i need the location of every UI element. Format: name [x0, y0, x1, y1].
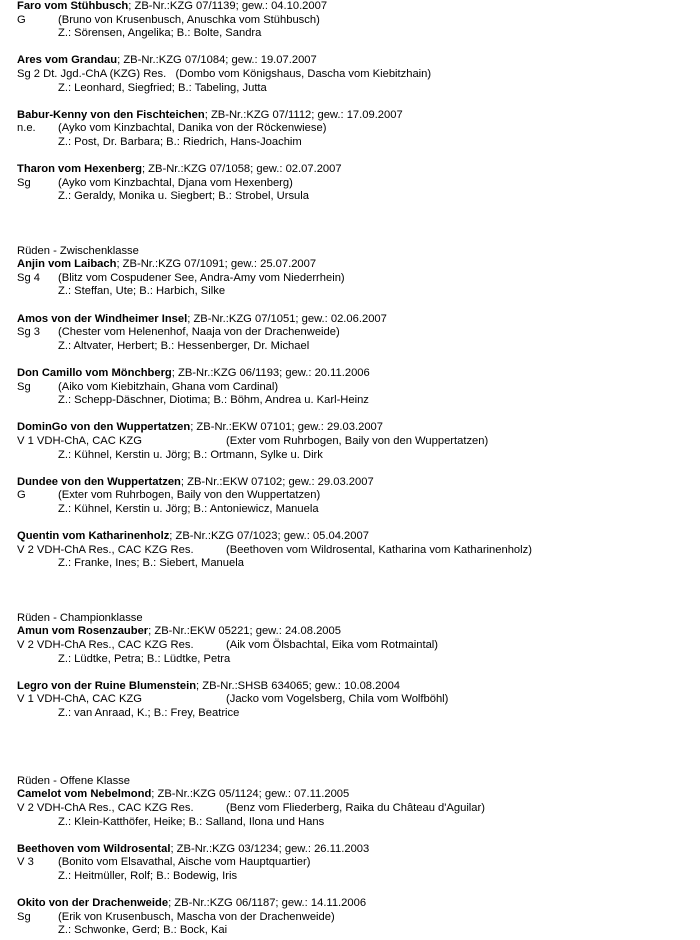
- parents: (Exter vom Ruhrbogen, Baily von den Wuppertatzen): [58, 489, 321, 502]
- parents: (Dombo vom Königshaus, Dascha vom Kiebitzhain): [175, 67, 432, 80]
- grade: Sg 2 Dt. Jgd.-ChA (KZG) Res.: [17, 67, 167, 80]
- parents: (Aiko vom Kiebitzhain, Ghana vom Cardinal): [58, 380, 279, 393]
- dog-name: Ares vom Grandau: [17, 54, 118, 67]
- section-championklasse: [17, 612, 697, 721]
- parents: (Bonito vom Elsavathal, Aische vom Hauptquartier): [58, 856, 311, 869]
- registration: ; ZB-Nr.:KZG 07/1112; gew.: 17.09.2007: [204, 108, 403, 121]
- section-offene-klasse: [17, 775, 697, 938]
- dog-entry: [17, 421, 697, 462]
- registration: ; ZB-Nr.:KZG 07/1139; gew.: 04.10.2007: [128, 0, 328, 12]
- grade: V 2 VDH-ChA Res., CAC KZG Res.: [17, 802, 194, 815]
- dog-name: Dundee von den Wuppertatzen: [17, 475, 181, 488]
- parents: (Blitz vom Cospudener See, Andra-Amy vom Niederrhein): [58, 271, 345, 284]
- breeder-owner: Z.: Franke, Ines; B.: Siebert, Manuela: [58, 557, 244, 570]
- registration: ; ZB-Nr.:KZG 07/1051; gew.: 02.06.2007: [187, 312, 387, 325]
- grade: Sg: [17, 380, 31, 393]
- breeder-owner: Z.: Steffan, Ute; B.: Harbich, Silke: [58, 285, 226, 298]
- parents: (Benz vom Fliederberg, Raika du Château d'Aguilar): [226, 802, 485, 815]
- section-zwischenklasse: [17, 245, 697, 571]
- grade: V 2 VDH-ChA Res., CAC KZG Res.: [17, 638, 194, 651]
- breeder-owner: Z.: Geraldy, Monika u. Siegbert; B.: Strobel, Ursula: [58, 190, 309, 203]
- dog-name: Okito von der Drachenweide: [17, 897, 169, 910]
- registration: ; ZB-Nr.:KZG 06/1193; gew.: 20.11.2006: [171, 367, 370, 380]
- registration: ; ZB-Nr.:EKW 07101; gew.: 29.03.2007: [190, 421, 383, 434]
- registration: ; ZB-Nr.:KZG 03/1234; gew.: 26.11.2003: [170, 842, 370, 855]
- dog-entry: [17, 0, 697, 41]
- grade: G: [17, 489, 26, 502]
- registration: ; ZB-Nr.:KZG 07/1023; gew.: 05.04.2007: [169, 530, 369, 543]
- grade: V 1 VDH-ChA, CAC KZG: [17, 693, 142, 706]
- breeder-owner: Z.: van Anraad, K.; B.: Frey, Beatrice: [58, 706, 240, 719]
- grade: V 1 VDH-ChA, CAC KZG: [17, 435, 142, 448]
- registration: ; ZB-Nr.:KZG 06/1187; gew.: 14.11.2006: [168, 897, 367, 910]
- section-heading: Rüden - Offene Klasse: [17, 774, 130, 787]
- breeder-owner: Z.: Schepp-Däschner, Diotima; B.: Böhm, Andrea u. Karl-Heinz: [58, 394, 369, 407]
- breeder-owner: Z.: Post, Dr. Barbara; B.: Riedrich, Hans-Joachim: [58, 135, 302, 148]
- parents: (Ayko vom Kinzbachtal, Danika von der Röckenwiese): [58, 122, 327, 135]
- dog-name: DominGo von den Wuppertatzen: [17, 421, 191, 434]
- dog-entry: [17, 109, 697, 150]
- grade: n.e.: [17, 122, 36, 135]
- section-heading: Rüden - Championklasse: [17, 611, 143, 624]
- dog-entry: [17, 54, 697, 95]
- dog-name: Anjin vom Laibach: [17, 258, 117, 271]
- dog-name: Quentin vom Katharinenholz: [17, 530, 170, 543]
- breeder-owner: Z.: Heitmüller, Rolf; B.: Bodewig, Iris: [58, 870, 238, 883]
- registration: ; ZB-Nr.:KZG 05/1124; gew.: 07.11.2005: [151, 788, 350, 801]
- grade: V 3: [17, 856, 34, 869]
- parents: (Aik vom Ölsbachtal, Eika vom Rotmaintal): [226, 638, 439, 651]
- breeder-owner: Z.: Sörensen, Angelika; B.: Bolte, Sandra: [58, 27, 262, 40]
- dog-entry: [17, 258, 697, 299]
- dog-entry: [17, 476, 697, 517]
- dog-name: Camelot vom Nebelmond: [17, 788, 152, 801]
- registration: ; ZB-Nr.:SHSB 634065; gew.: 10.08.2004: [196, 679, 401, 692]
- breeder-owner: Z.: Kühnel, Kerstin u. Jörg; B.: Ortmann, Sylke u. Dirk: [58, 448, 323, 461]
- dog-entry: [17, 897, 697, 938]
- parents: (Bruno von Krusenbusch, Anuschka vom Stühbusch): [58, 13, 320, 26]
- dog-name: Amos von der Windheimer Insel: [17, 312, 188, 325]
- registration: ; ZB-Nr.:EKW 07102; gew.: 29.03.2007: [180, 475, 374, 488]
- grade: Sg 3: [17, 326, 41, 339]
- dog-name: Amun vom Rosenzauber: [17, 625, 149, 638]
- dog-entry: [17, 163, 697, 204]
- parents: (Chester vom Helenenhof, Naaja von der Drachenweide): [58, 326, 340, 339]
- dog-entry: [17, 367, 697, 408]
- dog-entry: [17, 788, 697, 829]
- dog-name: Legro von der Ruine Blumenstein: [17, 679, 197, 692]
- dog-entry: [17, 530, 697, 571]
- breeder-owner: Z.: Schwonke, Gerd; B.: Bock, Kai: [58, 924, 228, 937]
- dog-name: Don Camillo vom Mönchberg: [17, 367, 172, 380]
- section-heading: Rüden - Zwischenklasse: [17, 244, 139, 257]
- registration: ; ZB-Nr.:KZG 07/1058; gew.: 02.07.2007: [141, 163, 342, 176]
- registration: ; ZB-Nr.:EKW 05221; gew.: 24.08.2005: [148, 625, 341, 638]
- parents: (Exter vom Ruhrbogen, Baily von den Wuppertatzen): [226, 435, 489, 448]
- grade: V 2 VDH-ChA Res., CAC KZG Res.: [17, 543, 194, 556]
- grade: Sg: [17, 910, 31, 923]
- breeder-owner: Z.: Kühnel, Kerstin u. Jörg; B.: Antoniewicz, Manuela: [58, 502, 319, 515]
- grade: G: [17, 13, 26, 26]
- entry-list: [17, 0, 697, 204]
- dog-name: Babur-Kenny von den Fischteichen: [17, 108, 205, 121]
- grade: Sg 4: [17, 271, 41, 284]
- document-page: [17, 0, 697, 938]
- dog-entry: [17, 680, 697, 721]
- breeder-owner: Z.: Klein-Katthöfer, Heike; B.: Salland, Ilona und Hans: [58, 815, 325, 828]
- dog-entry: [17, 313, 697, 354]
- parents: (Beethoven vom Wildrosental, Katharina vom Katharinenholz): [226, 543, 532, 556]
- dog-name: Beethoven vom Wildrosental: [17, 842, 171, 855]
- dog-entry: [17, 625, 697, 666]
- breeder-owner: Z.: Altvater, Herbert; B.: Hessenberger, Dr. Michael: [58, 339, 310, 352]
- registration: ; ZB-Nr.:KZG 07/1091; gew.: 25.07.2007: [116, 258, 317, 271]
- parents: (Erik von Krusenbusch, Mascha von der Drachenweide): [58, 910, 335, 923]
- breeder-owner: Z.: Lüdtke, Petra; B.: Lüdtke, Petra: [58, 652, 231, 665]
- dog-name: Tharon vom Hexenberg: [17, 163, 142, 176]
- breeder-owner: Z.: Leonhard, Siegfried; B.: Tabeling, Jutta: [58, 81, 267, 94]
- parents: (Jacko vom Vogelsberg, Chila vom Wolfböhl): [226, 693, 449, 706]
- grade: Sg: [17, 176, 31, 189]
- parents: (Ayko vom Kinzbachtal, Djana vom Hexenberg): [58, 176, 293, 189]
- dog-name: Faro vom Stühbusch: [17, 0, 129, 12]
- registration: ; ZB-Nr.:KZG 07/1084; gew.: 19.07.2007: [117, 54, 317, 67]
- dog-entry: [17, 843, 697, 884]
